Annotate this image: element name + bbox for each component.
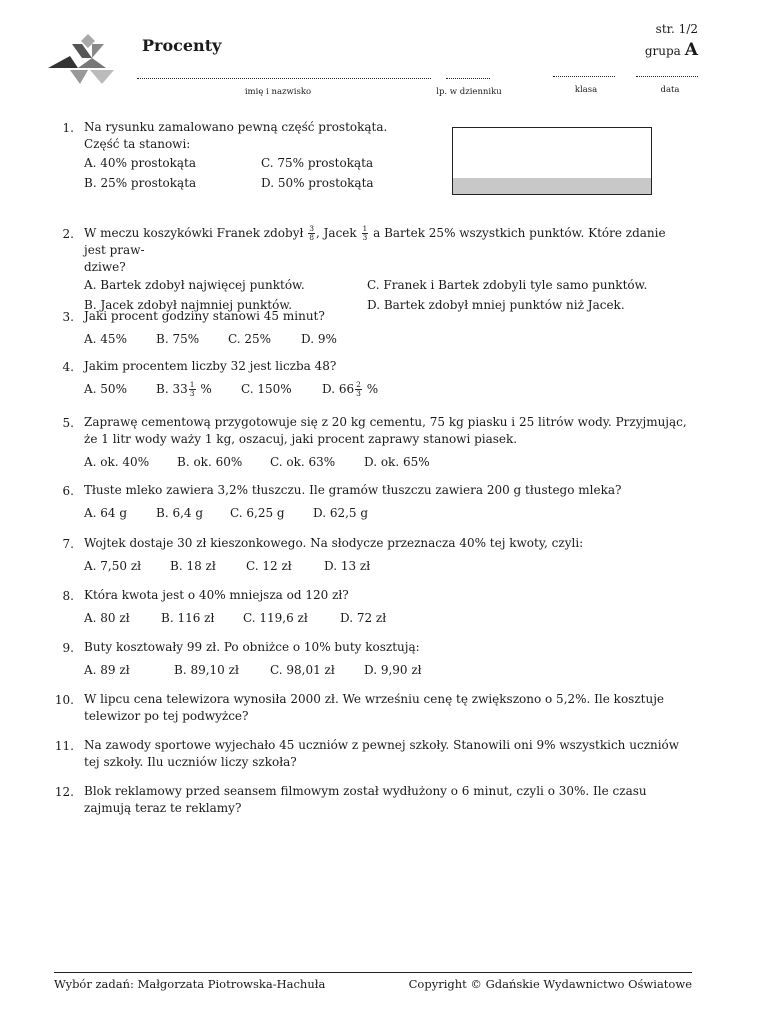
answer-option[interactable]: B. Jacek zdobył najmniej punktów.: [84, 298, 293, 312]
question-number: 7.: [62, 537, 74, 551]
answer-option[interactable]: B. 116 zł: [161, 611, 215, 625]
page-title: Procenty: [142, 36, 222, 55]
answer-option[interactable]: D. 9%: [301, 332, 337, 346]
date-label: data: [660, 85, 680, 95]
question-number: 3.: [62, 310, 74, 324]
answer-option[interactable]: D. 72 zł: [340, 611, 387, 625]
answer-option[interactable]: A. 80 zł: [84, 611, 130, 625]
question-6: [84, 482, 688, 522]
question-9: [84, 639, 688, 679]
question-text: Część ta stanowi:: [84, 137, 191, 151]
question-4: [84, 358, 688, 398]
answer-option[interactable]: B. 75%: [156, 332, 200, 346]
question-5: [84, 414, 688, 471]
page-number: str. 1/2: [655, 22, 698, 36]
answer-option[interactable]: A. ok. 40%: [84, 455, 150, 469]
shaded-rectangle-figure: [452, 127, 652, 195]
answer-option[interactable]: C. Franek i Bartek zdobyli tyle samo punktów.: [367, 278, 648, 292]
answer-option[interactable]: A. 45%: [84, 332, 127, 346]
question-number: 2.: [62, 227, 74, 241]
question-text: Blok reklamowy przed seansem filmowym został wydłużony o 6 minut, czyli o 30%. Ile czasu zajmują teraz te reklamy?: [84, 784, 647, 815]
answer-option[interactable]: A. 50%: [84, 382, 127, 396]
answer-option[interactable]: A. Bartek zdobył najwięcej punktów.: [84, 278, 305, 292]
answer-option[interactable]: C. ok. 63%: [270, 455, 336, 469]
question-7: [84, 535, 688, 575]
name-field[interactable]: [137, 78, 431, 79]
shaded-part: [453, 178, 651, 195]
answer-option[interactable]: C. 25%: [228, 332, 272, 346]
question-text: Na rysunku zamalowano pewną część prostokąta.: [84, 120, 388, 134]
question-text: W lipcu cena telewizora wynosiła 2000 zł. We wrześniu cenę tę zwiększono o 5,2%. Ile kosztuje telewizor po tej podwyżce?: [84, 692, 665, 723]
answer-option[interactable]: A. 89 zł: [84, 663, 130, 677]
answer-option[interactable]: D. 62,5 g: [313, 506, 369, 520]
question-number: 1.: [62, 121, 74, 135]
question-1: [84, 119, 444, 192]
answer-option[interactable]: B. ok. 60%: [177, 455, 243, 469]
question-number: 11.: [54, 739, 74, 753]
answer-option[interactable]: A. 40% prostokąta: [84, 156, 197, 170]
answer-option[interactable]: D. 13 zł: [324, 559, 371, 573]
question-number: 10.: [54, 693, 74, 707]
footer-copyright: Copyright © Gdańskie Wydawnictwo Oświatowe: [408, 977, 692, 991]
fraction-three-eighths: $\frac{3}{8}$: [309, 224, 314, 242]
question-text: dziwe?: [84, 260, 126, 274]
answer-option[interactable]: C. 6,25 g: [230, 506, 285, 520]
answer-option[interactable]: A. 7,50 zł: [84, 559, 142, 573]
answer-option[interactable]: C. 150%: [241, 382, 292, 396]
question-number: 6.: [62, 484, 74, 498]
question-text: Na zawody sportowe wyjechało 45 uczniów z pewnej szkoły. Stanowili oni 9% wszystkich uczniów tej szkoły. Ilu uczniów liczy szkoła?: [84, 738, 680, 769]
diary-number-label: lp. w dzienniku: [436, 87, 502, 97]
footer-author: Wybór zadań: Małgorzata Piotrowska-Hachuła: [54, 977, 326, 991]
question-text: Tłuste mleko zawiera 3,2% tłuszczu. Ile gramów tłuszczu zawiera 200 g tłustego mleka?: [84, 483, 622, 497]
class-label: klasa: [574, 85, 598, 95]
answer-option[interactable]: B. 18 zł: [170, 559, 216, 573]
question-11: [84, 737, 688, 771]
question-number: 8.: [62, 589, 74, 603]
question-2: [84, 225, 688, 314]
class-field[interactable]: [553, 76, 615, 77]
answer-option[interactable]: D. 50% prostokąta: [261, 176, 374, 190]
fraction-one-third: $\frac{1}{3}$: [362, 224, 368, 242]
question-text: Wojtek dostaje 30 zł kieszonkowego. Na słodycze przeznacza 40% tej kwoty, czyli:: [84, 536, 584, 550]
answer-option[interactable]: B. 89,10 zł: [174, 663, 239, 677]
date-field[interactable]: [636, 76, 698, 77]
answer-option[interactable]: C. 98,01 zł: [270, 663, 335, 677]
answer-option[interactable]: D. ok. 65%: [364, 455, 430, 469]
answer-option[interactable]: B. 6,4 g: [156, 506, 204, 520]
question-number: 4.: [62, 360, 74, 374]
question-10: [84, 691, 688, 725]
question-text: Jakim procentem liczby 32 jest liczba 48?: [84, 359, 337, 373]
answer-option[interactable]: C. 75% prostokąta: [261, 156, 374, 170]
name-field-label: imię i nazwisko: [244, 87, 312, 97]
question-number: 5.: [62, 416, 74, 430]
question-text: Która kwota jest o 40% mniejsza od 120 zł?: [84, 588, 349, 602]
answer-option[interactable]: C. 119,6 zł: [243, 611, 308, 625]
publisher-logo-icon: [48, 34, 114, 88]
question-number: 9.: [62, 641, 74, 655]
group-indicator: [645, 40, 698, 60]
answer-option[interactable]: B. 33 $\frac{1}{3}$ %: [156, 380, 212, 398]
group-value: A: [684, 40, 698, 60]
answer-option[interactable]: D. 66 $\frac{2}{3}$ %: [322, 380, 379, 398]
question-text: Buty kosztowały 99 zł. Po obniżce o 10% buty kosztują:: [84, 640, 420, 654]
answer-option[interactable]: A. 64 g: [84, 506, 128, 520]
question-3: [84, 308, 688, 348]
diary-number-field[interactable]: [446, 78, 490, 79]
group-label: grupa: [644, 44, 681, 58]
answer-option[interactable]: D. Bartek zdobył mniej punktów niż Jacek.: [367, 298, 625, 312]
question-12: [84, 783, 688, 817]
answer-option[interactable]: C. 12 zł: [246, 559, 292, 573]
question-text: Zaprawę cementową przygotowuje się z 20 kg cementu, 75 kg piasku i 25 litrów wody. Przyjmując, że 1 litr wody waży 1 kg, oszacuj, jaki procent zaprawy stanowi piasek.: [84, 415, 687, 446]
question-text: W meczu koszykówki Franek zdobył $\frac{3}{8}$ , Jacek $\frac{1}{3}$ a Bartek 25% wszystkich punktów. Które zdanie jest praw-: [84, 224, 666, 257]
question-number: 12.: [54, 785, 74, 799]
footer: [54, 972, 692, 991]
question-8: [84, 587, 688, 627]
answer-option[interactable]: B. 25% prostokąta: [84, 176, 197, 190]
answer-option[interactable]: D. 9,90 zł: [364, 663, 422, 677]
question-text: Jaki procent godziny stanowi 45 minut?: [84, 309, 325, 323]
